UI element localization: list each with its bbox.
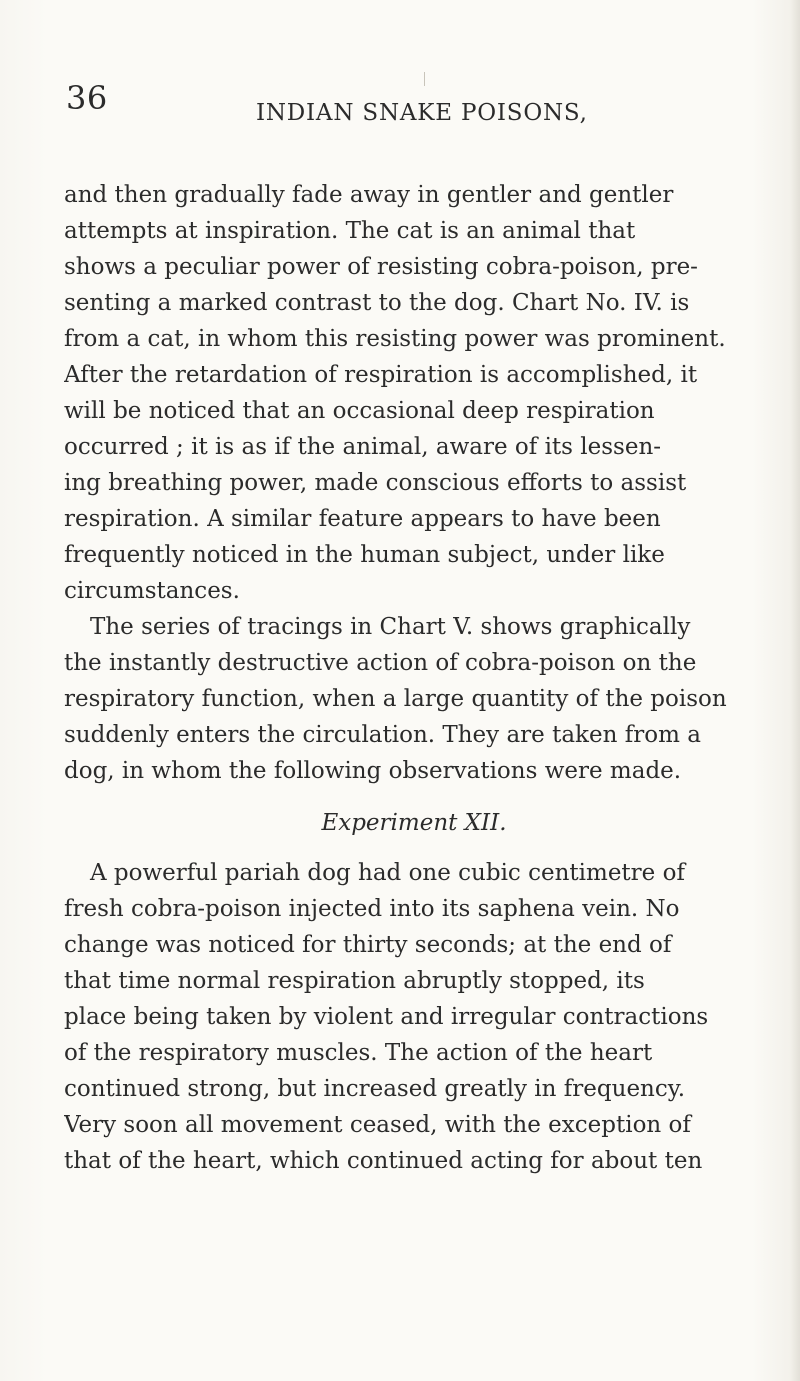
text-line: frequently noticed in the human subject, under like — [64, 542, 665, 568]
text-line: and then gradually fade away in gentler and gentler — [64, 182, 674, 208]
text-line: fresh cobra-poison injected into its saphena vein. No — [64, 896, 680, 922]
text-line: respiration. A similar feature appears to have been — [64, 506, 661, 532]
text-line: occurred ; it is as if the animal, aware of its lessen- — [64, 434, 662, 460]
text-line: dog, in whom the following observations were made. — [64, 758, 682, 784]
text-line: Very soon all movement ceased, with the exception of — [64, 1112, 691, 1138]
text-line: continued strong, but increased greatly in frequency. — [64, 1076, 685, 1102]
text-line: circumstances. — [64, 578, 240, 604]
text-line: respiratory function, when a large quantity of the poison — [64, 686, 727, 712]
page-edge-shadow — [790, 0, 800, 1381]
text-line: The series of tracings in Chart V. shows graphically — [90, 614, 691, 640]
text-line: After the retardation of respiration is accomplished, it — [64, 362, 698, 388]
text-line: change was noticed for thirty seconds; at the end of — [64, 932, 672, 958]
text-line: will be noticed that an occasional deep respiration — [64, 398, 655, 424]
text-line: ing breathing power, made conscious efforts to assist — [64, 470, 687, 496]
text-line: that of the heart, which continued acting for about ten — [64, 1148, 703, 1174]
text-line: senting a marked contrast to the dog. Chart No. IV. is — [64, 290, 690, 316]
page-number: 36 — [66, 79, 108, 117]
text-line: A powerful pariah dog had one cubic centimetre of — [90, 860, 685, 886]
text-line: that time normal respiration abruptly stopped, its — [64, 968, 645, 994]
text-line: shows a peculiar power of resisting cobra-poison, pre- — [64, 254, 698, 280]
text-line: place being taken by violent and irregular contractions — [64, 1004, 709, 1030]
text-line: attempts at inspiration. The cat is an animal that — [64, 218, 636, 244]
text-line: from a cat, in whom this resisting power was prominent. — [64, 326, 726, 352]
experiment-heading: Experiment XII. — [321, 810, 507, 836]
text-line: the instantly destructive action of cobra-poison on the — [64, 650, 697, 676]
text-line: suddenly enters the circulation. They are taken from a — [64, 722, 701, 748]
ink-mark — [424, 72, 425, 86]
running-head: INDIAN SNAKE POISONS, — [256, 100, 588, 126]
text-line: of the respiratory muscles. The action of the heart — [64, 1040, 653, 1066]
body-text — [64, 177, 764, 1179]
